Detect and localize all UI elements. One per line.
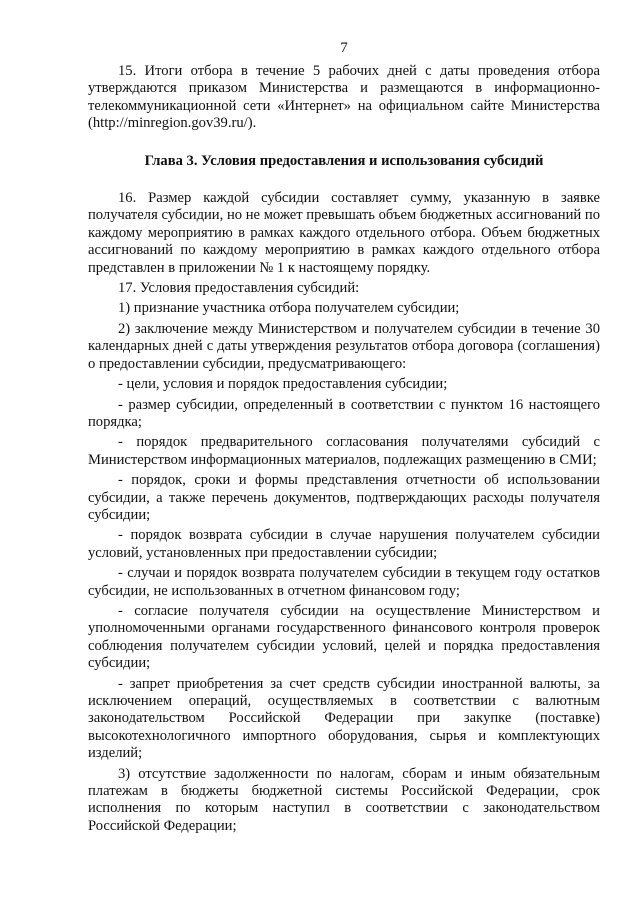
page-number: 7: [340, 40, 348, 56]
agreement-item-control: - согласие получателя субсидии на осуществление Министерством и уполномоченными органами государственного финансового контроля проверок соблюдения получателем субсидии условий, целей и порядка предоставления субсидии;: [88, 602, 600, 672]
condition-3: 3) отсутствие задолженности по налогам, сборам и иным обязательным платежам в бюджеты бюджетной системы Российской Федерации, срок исполнения по которым наступил в соответствии с законодательством Российской Федерации;: [88, 765, 600, 834]
agreement-item-remainder: - случаи и порядок возврата получателем субсидии в текущем году остатков субсидии, не использованных в отчетном финансовом году;: [88, 565, 600, 599]
condition-1: 1) признание участника отбора получателем субсидии;: [118, 300, 460, 317]
paragraph-16: 16. Размер каждой субсидии составляет сумму, указанную в заявке получателя субсидии, но не может превышать объем бюджетных ассигнований по каждому мероприятию в рамках каждого отдельного отбора. Объем бюджетных ассигнований по каждому мероприятию в рамках каждого отдельного отбора представлен в приложении № 1 к настоящему порядку.: [88, 190, 600, 276]
agreement-item-goals: - цели, условия и порядок предоставления субсидии;: [118, 376, 448, 393]
paragraph-15: 15. Итоги отбора в течение 5 рабочих дней с даты проведения отбора утверждаются приказом Министерства и размещаются в информационно-телекоммуникационной сети «Интернет» на официальном сайте Министерства (http://minregion.gov39.ru/).: [88, 63, 600, 132]
agreement-item-media: - порядок предварительного согласования получателями субсидий с Министерством информационных материалов, подлежащих размещению в СМИ;: [88, 434, 600, 468]
chapter-heading: Глава 3. Условия предоставления и использования субсидий: [144, 152, 544, 169]
agreement-item-reporting: - порядок, сроки и формы представления отчетности об использовании субсидии, а также перечень документов, подтверждающих расходы получателя субсидии;: [88, 472, 600, 523]
agreement-item-return: - порядок возврата субсидии в случае нарушения получателем субсидии условий, установленных при предоставлении субсидии;: [88, 527, 600, 561]
agreement-item-amount: - размер субсидии, определенный в соответствии с пунктом 16 настоящего порядка;: [88, 396, 600, 430]
agreement-item-currency: - запрет приобретения за счет средств субсидии иностранной валюты, за исключением операций, осуществляемых в соответствии с валютным законодательством Российской Федерации при закупке (поставке) высокотехнологичного импортного оборудования, сырья и комплектующих изделий;: [88, 675, 600, 762]
condition-2: 2) заключение между Министерством и получателем субсидии в течение 30 календарных дней с даты утверждения результатов отбора договора (соглашения) о предоставлении субсидии, предусматривающего:: [88, 320, 600, 372]
paragraph-17: 17. Условия предоставления субсидий:: [118, 280, 360, 297]
